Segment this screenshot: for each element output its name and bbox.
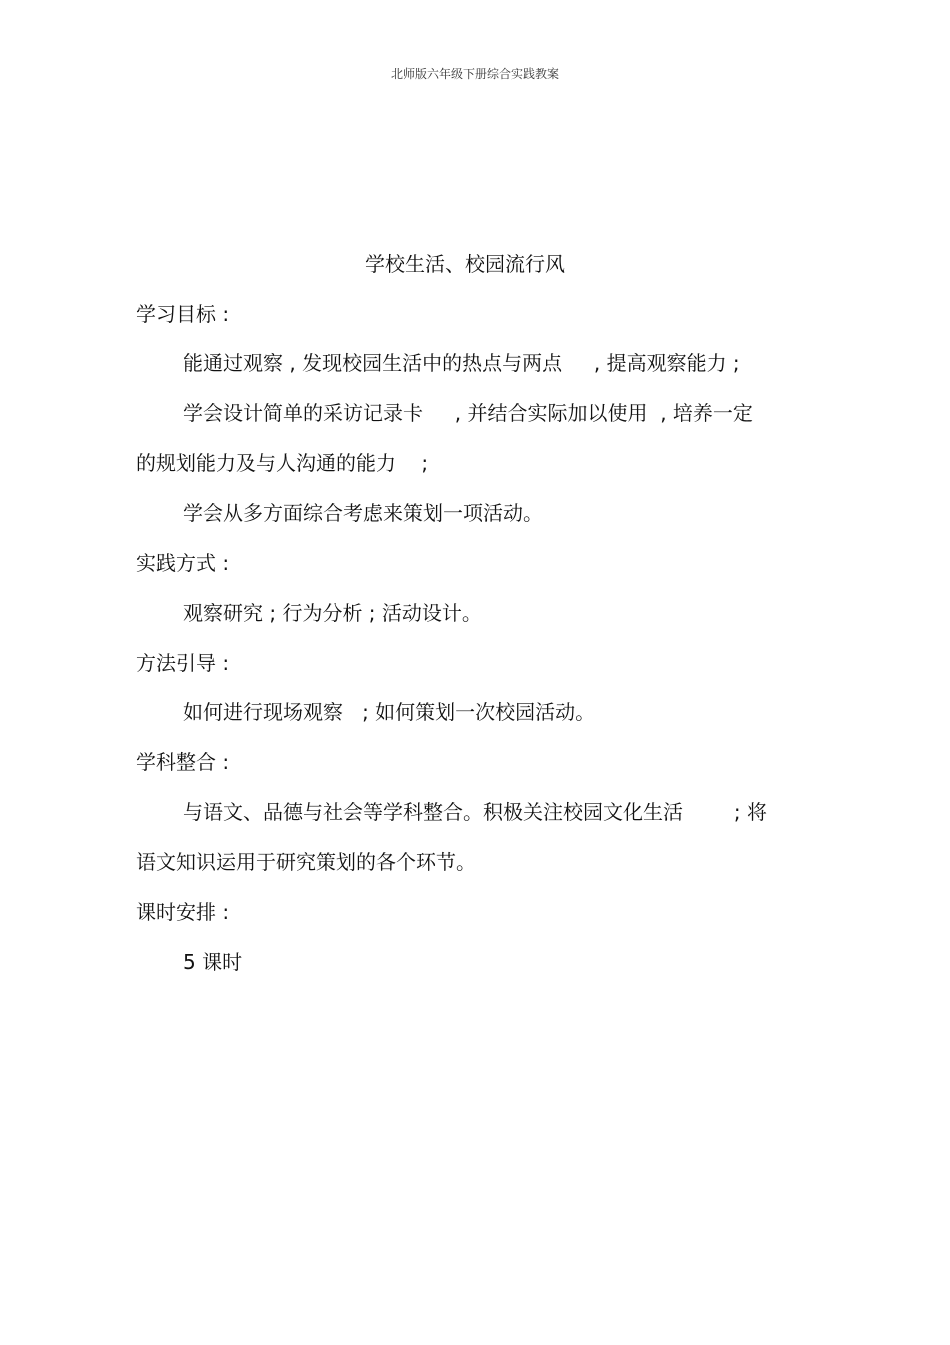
running-header: 北师版六年级下册综合实践教案 — [390, 67, 559, 81]
method-heading: 方法引导 : — [136, 651, 230, 675]
goals-heading: 学习目标 : — [136, 302, 230, 326]
practice-heading: 实践方式 : — [136, 551, 230, 575]
integration-heading: 学科整合 : — [136, 750, 230, 774]
goals-item-3: 学会从多方面综合考虑来策划一项活动。 — [183, 501, 543, 525]
integration-item-1-line-1: 与语文、品德与社会等学科整合。积极关注校园文化生活 ; 将 — [183, 800, 767, 824]
goals-item-1: 能通过观察 , 发现校园生活中的热点与两点 , 提高观察能力 ; — [183, 351, 740, 375]
goals-item-2-line-2: 的规划能力及与人沟通的能力 ; — [136, 451, 429, 475]
practice-item-1: 观察研究 ; 行为分析 ; 活动设计。 — [183, 601, 482, 625]
method-item-1: 如何进行现场观察 ; 如何策划一次校园活动。 — [183, 700, 596, 724]
integration-item-1-line-2: 语文知识运用于研究策划的各个环节。 — [136, 850, 476, 874]
goals-item-2-line-1: 学会设计简单的采访记录卡 , 并结合实际加以使用 , 培养一定 — [183, 401, 753, 425]
document-title: 学校生活、校园流行风 — [365, 252, 565, 276]
schedule-heading: 课时安排 : — [136, 900, 230, 924]
schedule-item-1: 5 课时 — [183, 950, 243, 974]
